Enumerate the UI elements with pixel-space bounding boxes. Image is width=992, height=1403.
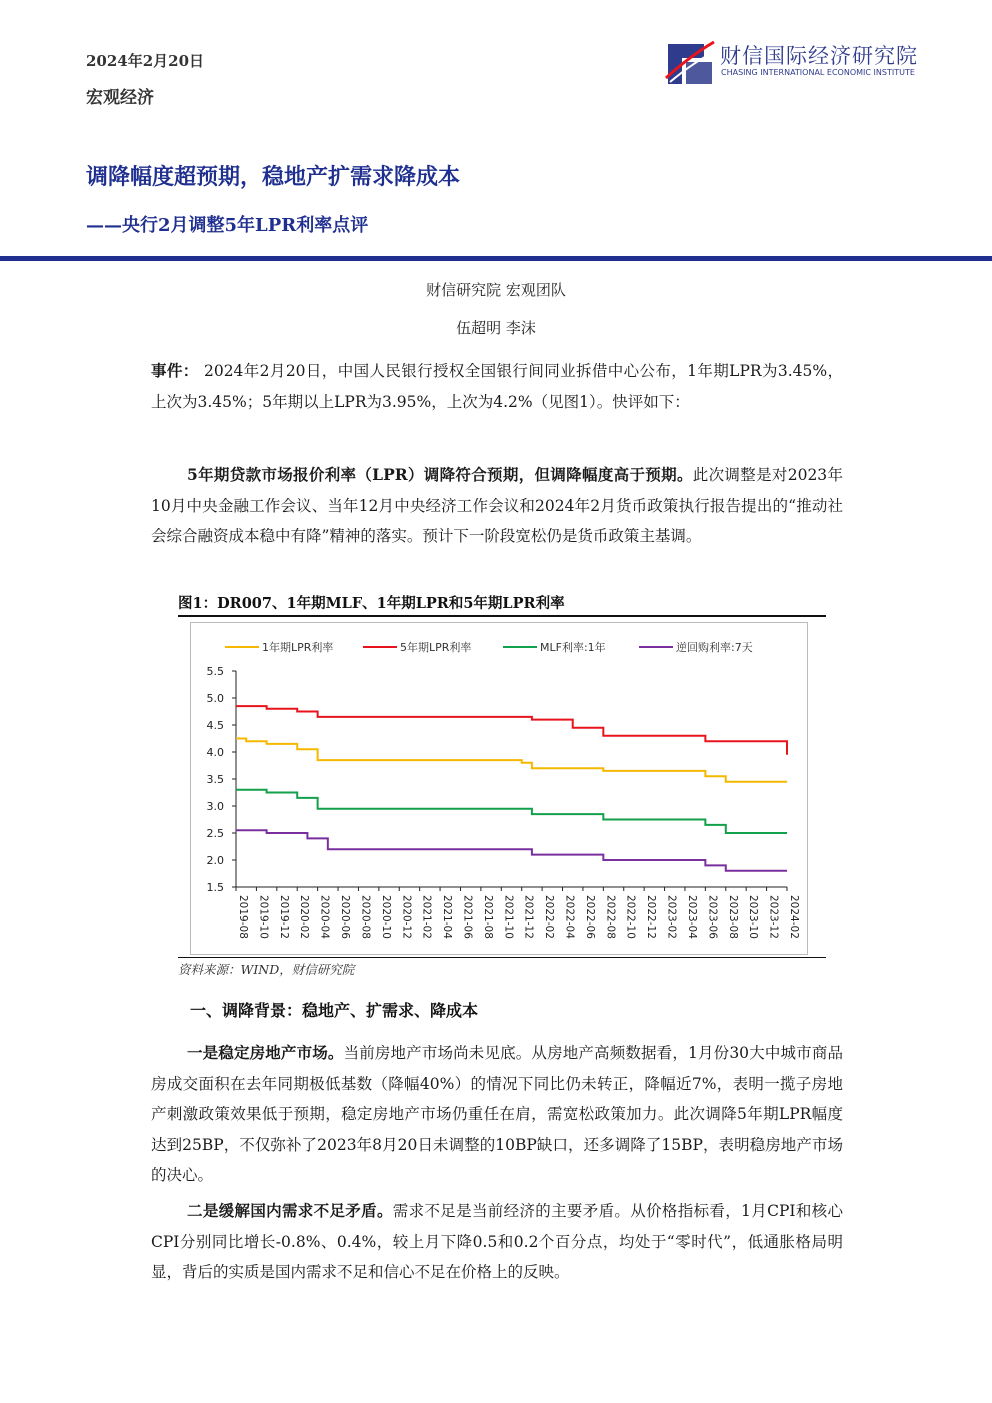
x-tick-label: 2023-10 (747, 895, 760, 939)
legend-label: 1年期LPR利率 (262, 641, 334, 654)
x-tick-label: 2020-08 (359, 895, 372, 939)
institute-logo (664, 38, 929, 90)
report-title: 调降幅度超预期，稳地产扩需求降成本 (86, 164, 461, 190)
y-tick-label: 4.5 (206, 719, 224, 732)
paragraph-demand-lead: 二是缓解国内需求不足矛盾。 (187, 1201, 393, 1220)
x-tick-label: 2022-10 (624, 895, 637, 939)
header-divider (0, 256, 992, 261)
x-tick-label: 2020-12 (400, 895, 413, 939)
x-tick-label: 2022-08 (604, 895, 617, 939)
x-tick-label: 2022-06 (583, 895, 596, 939)
x-tick-label: 2022-12 (645, 895, 658, 939)
y-tick-label: 2.0 (206, 854, 224, 867)
legend-label: MLF利率:1年 (540, 641, 606, 654)
paragraph-demand (151, 1196, 843, 1288)
x-tick-label: 2023-02 (665, 895, 678, 939)
report-section: 宏观经济 (86, 88, 154, 108)
report-subtitle: ——央行2月调整5年LPR利率点评 (86, 215, 369, 236)
series-line (236, 706, 787, 755)
x-tick-label: 2021-02 (420, 895, 433, 939)
paragraph-lpr-lead: 5年期贷款市场报价利率（LPR）调降符合预期，但调降幅度高于预期。 (187, 465, 693, 484)
paragraph-property-text: 当前房地产市场尚未见底。从房地产高频数据看，1月份30大中城市商品房成交面积在去年同期极低基数（降幅40%）的情况下同比仍未转正，降幅近7%，表明一揽子房地产刺激政策效果低于预期，稳定房地产市场仍重任在肩，需宽松政策加力。此次调降5年期LPR幅度达到25BP，不仅弥补了2023年8月20日未调整的10BP缺口，还多调降了15BP，表明稳房地产市场的决心。 (151, 1044, 843, 1184)
x-tick-label: 2019-08 (237, 895, 249, 939)
paragraph-lpr (151, 460, 843, 552)
figure-bottom-rule (178, 957, 826, 958)
x-tick-label: 2022-04 (563, 895, 576, 939)
y-tick-label: 3.0 (206, 800, 224, 813)
legend-label: 逆回购利率:7天 (676, 641, 753, 654)
y-tick-label: 5.0 (206, 692, 224, 705)
paragraph-property (151, 1038, 843, 1191)
event-paragraph (151, 356, 843, 417)
x-tick-label: 2020-10 (379, 895, 392, 939)
rate-chart (190, 622, 808, 955)
figure-source: 资料来源：WIND，财信研究院 (178, 962, 355, 977)
x-tick-label: 2019-12 (277, 895, 290, 939)
x-tick-label: 2021-04 (441, 895, 454, 939)
y-tick-label: 5.5 (206, 665, 224, 678)
event-label: 事件： (151, 361, 199, 380)
x-tick-label: 2021-08 (481, 895, 494, 939)
section-heading: 一、调降背景：稳地产、扩需求、降成本 (190, 1001, 479, 1020)
logo-cn-text: 财信国际经济研究院 (720, 44, 918, 68)
x-tick-label: 2023-04 (685, 895, 698, 939)
event-text: 2024年2月20日，中国人民银行授权全国银行间同业拆借中心公布，1年期LPR为3.45%，上次为3.45%；5年期以上LPR为3.95%，上次为4.2%（见图1）。快评如下： (151, 362, 843, 411)
x-tick-label: 2019-10 (257, 895, 270, 939)
series-line (236, 790, 787, 833)
figure-top-rule (178, 615, 826, 617)
x-tick-label: 2023-12 (767, 895, 780, 939)
x-tick-label: 2020-06 (339, 895, 352, 939)
series-line (236, 739, 787, 782)
x-tick-label: 2020-02 (298, 895, 311, 939)
logo-en-text: CHASING INTERNATIONAL ECONOMIC INSTITUTE (721, 68, 915, 77)
report-date: 2024年2月20日 (86, 52, 205, 70)
rate-chart-svg (191, 623, 807, 954)
paragraph-property-lead: 一是稳定房地产市场。 (187, 1043, 344, 1062)
paragraph-lpr-text: 此次调整是对2023年10月中央金融工作会议、当年12月中央经济工作会议和2024年2月货币政策执行报告提出的“推动社会综合融资成本稳中有降”精神的落实。预计下一阶段宽松仍是货币政策主基调。 (151, 466, 843, 545)
x-tick-label: 2022-02 (543, 895, 556, 939)
x-tick-label: 2024-02 (788, 895, 800, 939)
y-tick-label: 3.5 (206, 773, 224, 786)
x-tick-label: 2023-08 (726, 895, 739, 939)
x-tick-label: 2021-06 (461, 895, 474, 939)
y-tick-label: 4.0 (206, 746, 224, 759)
y-tick-label: 1.5 (206, 881, 224, 894)
x-tick-label: 2021-12 (522, 895, 535, 939)
research-team: 财信研究院 宏观团队 (426, 281, 566, 299)
paragraph-demand-text: 需求不足是当前经济的主要矛盾。从价格指标看，1月CPI和核心CPI分别同比增长-0.8%、0.4%，较上月下降0.5和0.2个百分点，均处于“零时代”，低通胀格局明显，背后的实质是国内需求不足和信心不足在价格上的反映。 (151, 1202, 843, 1281)
logo-mark-icon (664, 38, 716, 88)
authors: 伍超明 李沫 (456, 319, 536, 337)
figure-title: 图1：DR007、1年期MLF、1年期LPR和5年期LPR利率 (178, 595, 565, 612)
series-line (236, 830, 787, 871)
y-tick-label: 2.5 (206, 827, 224, 840)
legend-label: 5年期LPR利率 (400, 641, 472, 654)
x-tick-label: 2021-10 (502, 895, 515, 939)
x-tick-label: 2023-06 (706, 895, 719, 939)
x-tick-label: 2020-04 (318, 895, 331, 939)
